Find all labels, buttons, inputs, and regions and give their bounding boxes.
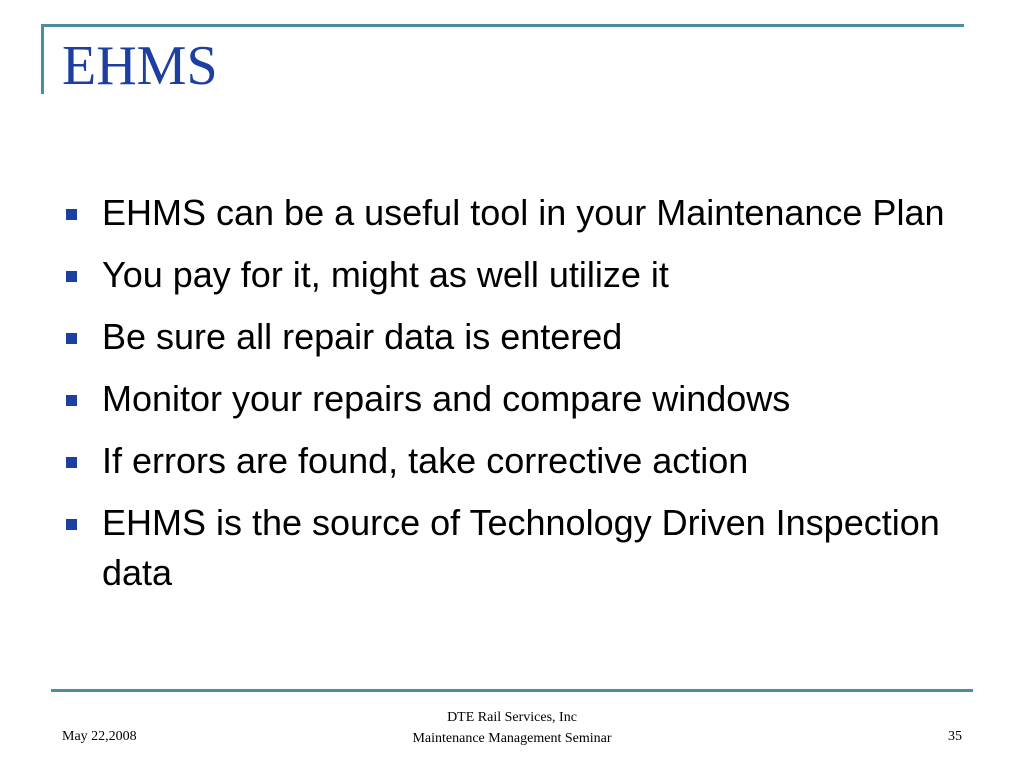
square-bullet-icon: [66, 519, 77, 530]
footer-date: May 22,2008: [62, 729, 137, 744]
bullet-text: EHMS is the source of Technology Driven Inspection data: [102, 502, 940, 593]
bullet-item: [62, 374, 962, 424]
title-frame-left-line: [41, 24, 44, 94]
bullet-item: [62, 498, 962, 598]
square-bullet-icon: [66, 395, 77, 406]
bullet-text: If errors are found, take corrective action: [102, 440, 749, 481]
bullet-text: Monitor your repairs and compare windows: [102, 378, 791, 419]
bullet-item: [62, 436, 962, 486]
bullet-list: [62, 188, 962, 610]
bullet-text: You pay for it, might as well utilize it: [102, 254, 669, 295]
bullet-text: Be sure all repair data is entered: [102, 316, 623, 357]
square-bullet-icon: [66, 209, 77, 220]
slide-title: EHMS: [62, 35, 218, 97]
bullet-item: [62, 312, 962, 362]
footer-event: Maintenance Management Seminar: [412, 731, 612, 746]
page-number: 35: [948, 729, 962, 744]
footer-organization: DTE Rail Services, Inc: [447, 710, 577, 725]
square-bullet-icon: [66, 271, 77, 282]
square-bullet-icon: [66, 333, 77, 344]
title-frame-top-line: [41, 24, 964, 27]
footer-center: [312, 707, 712, 749]
footer-divider: [51, 689, 973, 692]
bullet-item: [62, 250, 962, 300]
bullet-text: EHMS can be a useful tool in your Maintenance Plan: [102, 192, 945, 233]
bullet-item: [62, 188, 962, 238]
square-bullet-icon: [66, 457, 77, 468]
